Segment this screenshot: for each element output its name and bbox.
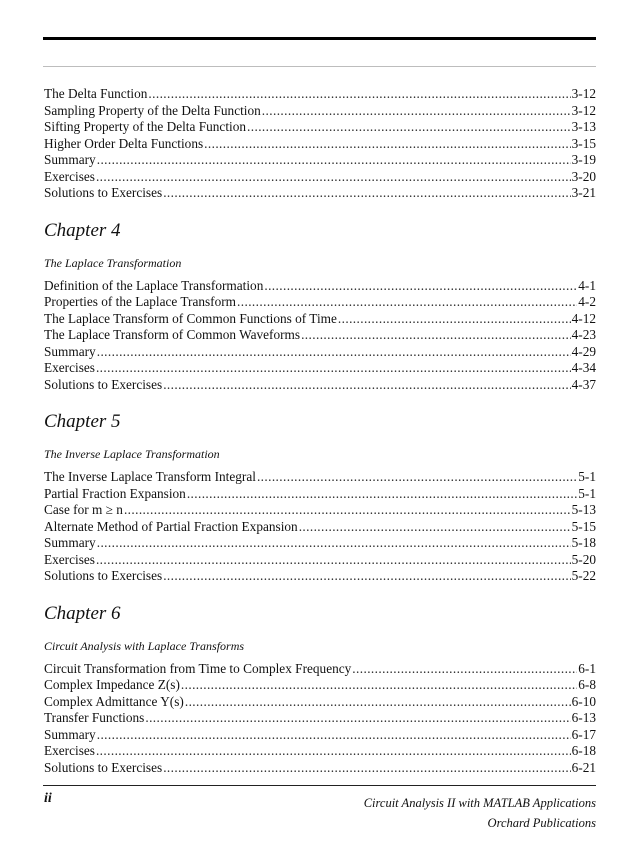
toc-entry[interactable] xyxy=(44,710,596,727)
toc-entry-title: The Laplace Transform of Common Waveforms xyxy=(44,327,301,342)
toc-entry-title: Summary xyxy=(44,535,96,550)
toc-entry-page: 3-21 xyxy=(571,185,596,200)
dot-leader xyxy=(97,344,571,361)
header-rule-thin xyxy=(43,66,596,67)
footer-credits xyxy=(364,793,596,833)
toc-entry[interactable] xyxy=(44,119,596,136)
header-rule-thick xyxy=(43,37,596,40)
chapter-entry-list xyxy=(44,661,596,777)
chapter-subtitle: The Inverse Laplace Transformation xyxy=(44,447,220,461)
dot-leader xyxy=(181,677,577,694)
toc-entry-page: 5-20 xyxy=(571,551,596,567)
toc-entry-page: 5-1 xyxy=(578,485,596,501)
toc-entry[interactable] xyxy=(44,136,596,153)
toc-entry-page: 4-12 xyxy=(571,310,596,326)
toc-entry[interactable] xyxy=(44,694,596,711)
toc-entry-title: Solutions to Exercises xyxy=(44,376,163,392)
toc-entry-page: 5-15 xyxy=(571,518,596,534)
toc-entry-page: 5-18 xyxy=(571,535,596,550)
chapter-entry-list xyxy=(44,469,596,585)
toc-entry[interactable] xyxy=(44,278,596,295)
toc-entry-title: Transfer Functions xyxy=(44,710,145,725)
toc-entry-page: 3-13 xyxy=(571,119,596,134)
dot-leader xyxy=(185,694,571,711)
footer-rule xyxy=(43,785,596,786)
toc-entry[interactable] xyxy=(44,327,596,344)
toc-entry-page: 5-1 xyxy=(578,469,596,484)
toc-entry-title: Complex Impedance Z(s) xyxy=(44,677,180,692)
toc-entry-title: Solutions to Exercises xyxy=(44,185,163,200)
toc-entry-title: The Delta Function xyxy=(44,86,148,101)
toc-entry[interactable] xyxy=(44,760,596,777)
toc-entry-title: Exercises xyxy=(44,551,95,567)
toc-entry-page: 4-23 xyxy=(571,327,596,342)
toc-entry[interactable] xyxy=(44,152,596,169)
toc-entry-title: Alternate Method of Partial Fraction Expansion xyxy=(44,518,298,534)
toc-entry-page: 6-8 xyxy=(578,677,596,692)
toc-entry-title: Partial Fraction Expansion xyxy=(44,485,186,501)
toc-entry-page: 4-29 xyxy=(571,343,596,359)
toc-entry-page: 3-15 xyxy=(571,135,596,151)
dot-leader xyxy=(96,169,571,186)
toc-entry-page: 6-21 xyxy=(571,759,596,775)
toc-entry-page: 5-22 xyxy=(571,568,596,583)
toc-entry-page: 4-2 xyxy=(578,294,596,309)
toc-entry-page: 3-12 xyxy=(571,86,596,101)
chapter-heading: Chapter 6 xyxy=(44,602,121,624)
chapter-entry-list xyxy=(44,278,596,394)
toc-entry-title: Circuit Transformation from Time to Complex Frequency xyxy=(44,660,352,676)
toc-entry[interactable] xyxy=(44,568,596,585)
toc-entry-title: Definition of the Laplace Transformation xyxy=(44,277,264,293)
toc-entry-page: 6-10 xyxy=(571,693,596,709)
toc-entry[interactable] xyxy=(44,169,596,186)
toc-entry[interactable] xyxy=(44,661,596,678)
toc-entry[interactable] xyxy=(44,727,596,744)
dot-leader xyxy=(163,760,570,777)
toc-entry-page: 6-13 xyxy=(571,710,596,725)
chapter-6-section xyxy=(44,602,596,777)
dot-leader xyxy=(262,103,571,120)
toc-entry-title: Summary xyxy=(44,343,96,359)
toc-entry[interactable] xyxy=(44,311,596,328)
footer-publisher: Orchard Publications xyxy=(487,816,596,830)
toc-entry-title: Case for m ≥ n xyxy=(44,502,123,517)
toc-entry-title: Sifting Property of the Delta Function xyxy=(44,119,247,134)
chapter-heading: Chapter 4 xyxy=(44,219,121,241)
toc-entry-page: 4-34 xyxy=(571,360,596,375)
dot-leader xyxy=(96,743,571,760)
toc-entry-title: Properties of the Laplace Transform xyxy=(44,294,237,309)
dot-leader xyxy=(204,136,570,153)
dot-leader xyxy=(163,185,570,202)
dot-leader xyxy=(264,278,577,295)
toc-entry-title: Higher Order Delta Functions xyxy=(44,135,204,151)
toc-entry-page: 4-1 xyxy=(578,277,596,293)
toc-entry-title: Sampling Property of the Delta Function xyxy=(44,102,261,118)
toc-entry[interactable] xyxy=(44,344,596,361)
chapter-subtitle: The Laplace Transformation xyxy=(44,255,182,270)
toc-entry-page: 6-1 xyxy=(578,660,596,676)
dot-leader xyxy=(96,360,571,377)
toc-entry-title: The Laplace Transform of Common Functions of Time xyxy=(44,310,337,326)
dot-leader xyxy=(148,86,570,103)
toc-entry[interactable] xyxy=(44,294,596,311)
toc-entry-page: 6-17 xyxy=(571,726,596,742)
dot-leader xyxy=(187,486,577,503)
toc-entry[interactable] xyxy=(44,486,596,503)
dot-leader xyxy=(257,469,577,486)
toc-entry[interactable] xyxy=(44,86,596,103)
intro-entry-list xyxy=(44,86,596,202)
chapter-heading: Chapter 5 xyxy=(44,411,121,432)
dot-leader xyxy=(237,294,577,311)
toc-entry-page: 3-19 xyxy=(571,152,596,167)
dot-leader xyxy=(124,502,571,519)
footer-book-title: Circuit Analysis II with MATLAB Applications xyxy=(363,796,596,810)
dot-leader xyxy=(299,519,571,536)
dot-leader xyxy=(97,727,571,744)
toc-entry-title: Solutions to Exercises xyxy=(44,759,163,775)
table-of-contents xyxy=(44,86,596,776)
dot-leader xyxy=(247,119,571,136)
dot-leader xyxy=(163,377,570,394)
toc-entry[interactable] xyxy=(44,743,596,760)
toc-entry[interactable] xyxy=(44,535,596,552)
toc-entry[interactable] xyxy=(44,677,596,694)
toc-entry-page: 4-37 xyxy=(571,376,596,392)
toc-entry[interactable] xyxy=(44,360,596,377)
toc-entry[interactable] xyxy=(44,519,596,536)
dot-leader xyxy=(97,535,571,552)
toc-entry-title: Exercises xyxy=(44,360,95,375)
toc-entry-page: 3-12 xyxy=(571,102,596,118)
toc-entry-page: 5-13 xyxy=(571,502,596,517)
toc-entry-title: Summary xyxy=(44,152,96,167)
toc-entry-title: Complex Admittance Y(s) xyxy=(44,693,184,709)
dot-leader xyxy=(352,661,577,678)
toc-entry-title: Exercises xyxy=(44,168,95,184)
toc-entry-title: The Inverse Laplace Transform Integral xyxy=(44,469,256,484)
dot-leader xyxy=(97,152,571,169)
toc-entry-title: Solutions to Exercises xyxy=(44,568,163,583)
dot-leader xyxy=(301,327,571,344)
dot-leader xyxy=(338,311,571,328)
dot-leader xyxy=(145,710,570,727)
toc-entry[interactable] xyxy=(44,185,596,202)
toc-entry[interactable] xyxy=(44,469,596,486)
chapter-5-section xyxy=(44,410,596,585)
toc-entry-title: Exercises xyxy=(44,743,95,758)
dot-leader xyxy=(163,568,570,585)
toc-entry[interactable] xyxy=(44,377,596,394)
toc-entry-title: Summary xyxy=(44,726,96,742)
footer-page-number: ii xyxy=(44,791,52,806)
toc-entry[interactable] xyxy=(44,502,596,519)
dot-leader xyxy=(96,552,571,569)
toc-entry-page: 3-20 xyxy=(571,168,596,184)
chapter-subtitle: Circuit Analysis with Laplace Transforms xyxy=(44,638,245,653)
toc-entry-page: 6-18 xyxy=(571,743,596,758)
toc-entry[interactable] xyxy=(44,552,596,569)
toc-entry[interactable] xyxy=(44,103,596,120)
chapter-4-section xyxy=(44,219,596,394)
